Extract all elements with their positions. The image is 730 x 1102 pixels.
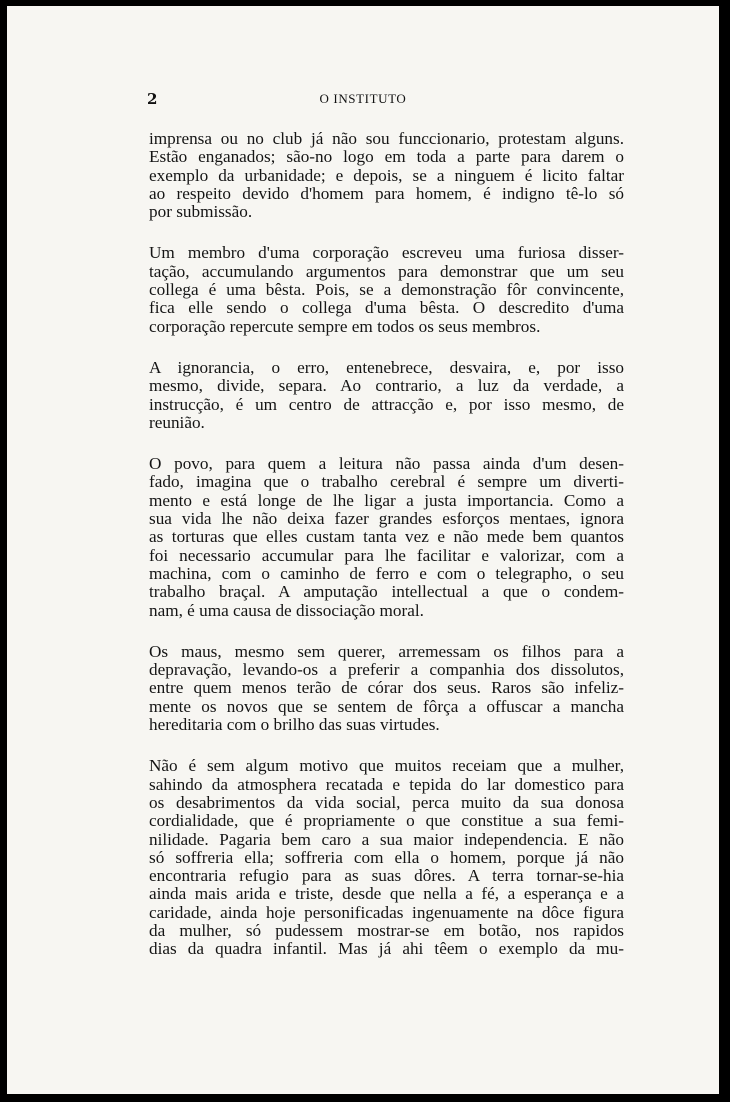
paragraph [149, 643, 624, 734]
text-line: sua vida lhe não deixa fazer grandes esforços mentaes, ignora [149, 509, 624, 529]
text-line: da mulher, só pudessem mostrar-se em botão, nos rapidos [149, 920, 624, 940]
text-line: encontraria refugio para as suas dôres. A terra tornar-se-hia [149, 866, 624, 886]
text-line: só soffreria ella; soffreria com ella o homem, porque já não [149, 847, 624, 867]
text-line: entre quem menos terão de córar dos seus. Raros são infeliz- [149, 678, 624, 698]
text-line: mente os novos que se sentem de fôrça a offuscar a mancha [149, 696, 624, 716]
text-line: depravação, levando-os a preferir a companhia dos dissolutos, [149, 660, 624, 680]
text-line: nam, é uma causa de dissociação moral. [149, 600, 424, 620]
text-line: imprensa ou no club já não sou funccionario, protestam alguns. [149, 129, 624, 148]
text-line: exemplo da urbanidade; e depois, se a ninguem é licito faltar [149, 165, 624, 185]
paragraph [149, 757, 624, 958]
paragraph [149, 455, 624, 620]
text-line: machina, com o caminho de ferro e com o telegrapho, o seu [149, 563, 624, 583]
text-line: instrucção, é um centro de attracção e, por isso mesmo, de [149, 394, 624, 414]
text-line: cordialidade, que é propriamente o que constitue a sua femi- [149, 811, 624, 831]
text-line: tação, accumulando argumentos para demonstrar que um seu [149, 261, 624, 281]
book-page [7, 6, 719, 1094]
text-line: sahindo da atmosphera recatada e tepida do lar domestico para [149, 774, 624, 794]
text-line: ao respeito devido d'homem para homem, é indigno tê-lo só [149, 183, 624, 203]
paragraph [149, 244, 624, 335]
text-line: collega é uma bêsta. Pois, se a demonstração fôr convincente, [149, 280, 624, 300]
page-number: 2 [147, 90, 158, 108]
text-line: Os maus, mesmo sem querer, arremessam os filhos para a [149, 641, 624, 661]
page-header [7, 90, 719, 110]
body-text [149, 130, 624, 982]
text-line: A ignorancia, o erro, entenebrece, desvaira, e, por isso [149, 357, 624, 377]
text-line: Não é sem algum motivo que muitos receiam que a mulher, [149, 756, 624, 776]
text-line: por submissão. [149, 202, 253, 222]
paragraph [149, 130, 624, 221]
text-line: os desabrimentos da vida social, perca muito da sua donosa [149, 792, 624, 812]
running-title: O INSTITUTO [319, 91, 407, 106]
text-line: nilidade. Pagaria bem caro a sua maior independencia. E não [149, 829, 624, 849]
text-line: O povo, para quem a leitura não passa ainda d'um desen- [149, 454, 624, 474]
text-line: caridade, ainda hoje personificadas ingenuamente na dôce figura [149, 902, 624, 922]
text-line: mesmo, divide, separa. Ao contrario, a luz da verdade, a [149, 376, 624, 396]
text-line: ainda mais arida e triste, desde que nella a fé, a esperança e a [149, 884, 624, 904]
text-line: trabalho braçal. A amputação intellectual a que o condem- [149, 582, 624, 602]
text-line: dias da quadra infantil. Mas já ahi têem o exemplo da mu- [149, 939, 624, 959]
text-line: reunião. [149, 412, 205, 432]
text-line: Um membro d'uma corporação escreveu uma furiosa disser- [149, 243, 624, 263]
text-line: corporação repercute sempre em todos os seus membros. [149, 316, 541, 336]
paragraph [149, 359, 624, 432]
text-line: fado, imagina que o trabalho cerebral é sempre um diverti- [149, 472, 624, 492]
text-line: hereditaria com o brilho das suas virtudes. [149, 715, 440, 735]
text-line: mento e está longe de lhe ligar a justa importancia. Como a [149, 490, 624, 510]
text-line: as torturas que elles custam tanta vez e não mede bem quantos [149, 527, 624, 547]
text-line: fica elle sendo o collega d'uma bêsta. O descredito d'uma [149, 298, 624, 318]
text-line: Estão enganados; são-no logo em toda a parte para darem o [149, 147, 624, 167]
text-line: foi necessario accumular para lhe facilitar e valorizar, com a [149, 545, 624, 565]
